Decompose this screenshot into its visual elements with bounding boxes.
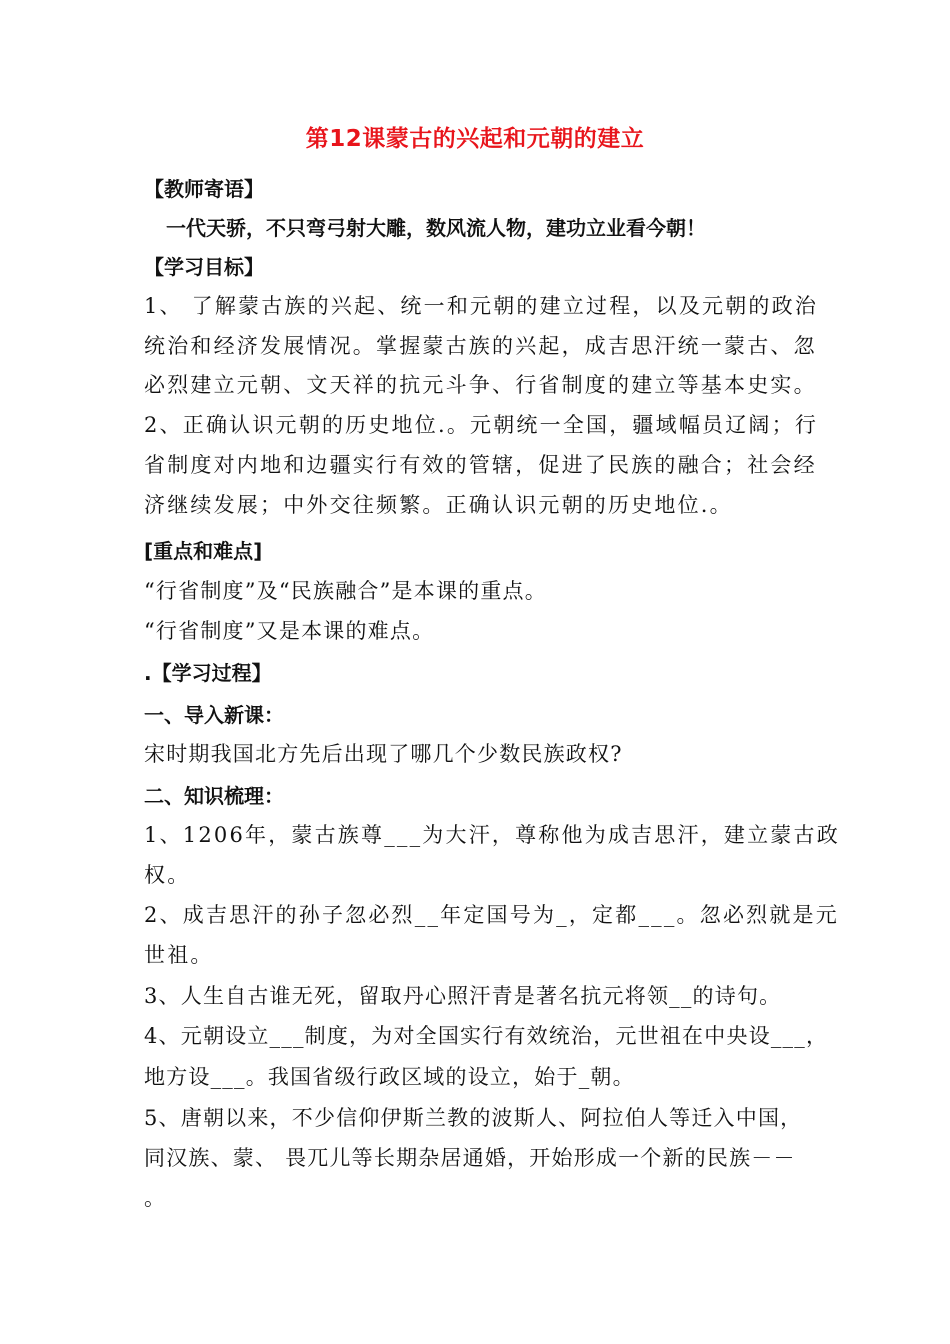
objective-2-line-2: 省制度对内地和边疆实行有效的管辖，促进了民族的融合；社会经 <box>144 453 817 477</box>
objective-2-line-1: 2、正确认识元朝的历史地位.。元朝统一全国，疆域幅员辽阔；行 <box>144 413 819 437</box>
key-points-heading: [重点和难点] <box>144 539 263 563</box>
item-1-line-2: 权。 <box>144 863 191 887</box>
item-2-line-1: 2、成吉思汗的孙子忽必烈__年定国号为_，定都___。忽必烈就是元 <box>144 903 839 927</box>
knowledge-heading: 二、知识梳理： <box>144 784 284 808</box>
key-point: “行省制度”及“民族融合”是本课的重点。 <box>144 579 547 603</box>
teacher-message: 一代天骄，不只弯弓射大雕，数风流人物，建功立业看今朝！ <box>166 216 706 240</box>
item-2-line-2: 世祖。 <box>144 943 214 967</box>
process-heading: .【学习过程】 <box>144 661 272 685</box>
difficult-point: “行省制度”又是本课的难点。 <box>144 619 435 643</box>
item-1-line-1: 1、1206年，蒙古族尊___为大汗，尊称他为成吉思汗，建立蒙古政 <box>144 823 840 847</box>
objective-1-line-2: 统治和经济发展情况。掌握蒙古族的兴起，成吉思汗统一蒙古、忽 <box>144 334 817 358</box>
lesson-title: 第12课蒙古的兴起和元朝的建立 <box>305 126 645 152</box>
item-5-line-1: 5、唐朝以来，不少信仰伊斯兰教的波斯人、阿拉伯人等迁入中国， <box>144 1106 803 1130</box>
item-5-line-3: 。 <box>144 1186 167 1210</box>
item-4-line-2: 地方设___。我国省级行政区域的设立，始于_朝。 <box>144 1065 635 1089</box>
intro-heading: 一、导入新课： <box>144 703 284 727</box>
objective-1-line-3: 必烈建立元朝、文天祥的抗元斗争、行省制度的建立等基本史实。 <box>144 373 817 397</box>
item-5-line-2: 同汉族、蒙、 畏兀儿等长期杂居通婚，开始形成一个新的民族－－ <box>144 1146 796 1170</box>
objective-1-line-1: 1、 了解蒙古族的兴起、统一和元朝的建立过程，以及元朝的政治 <box>144 294 819 318</box>
item-3: 3、人生自古谁无死，留取丹心照汗青是著名抗元将领__的诗句。 <box>144 984 782 1008</box>
objectives-heading: 【学习目标】 <box>144 255 264 279</box>
teacher-message-heading: 【教师寄语】 <box>144 177 264 201</box>
item-4-line-1: 4、元朝设立___制度，为对全国实行有效统治，元世祖在中央设___， <box>144 1024 829 1048</box>
objective-2-line-3: 济继续发展；中外交往频繁。正确认识元朝的历史地位.。 <box>144 493 733 517</box>
intro-question: 宋时期我国北方先后出现了哪几个少数民族政权? <box>144 742 623 766</box>
